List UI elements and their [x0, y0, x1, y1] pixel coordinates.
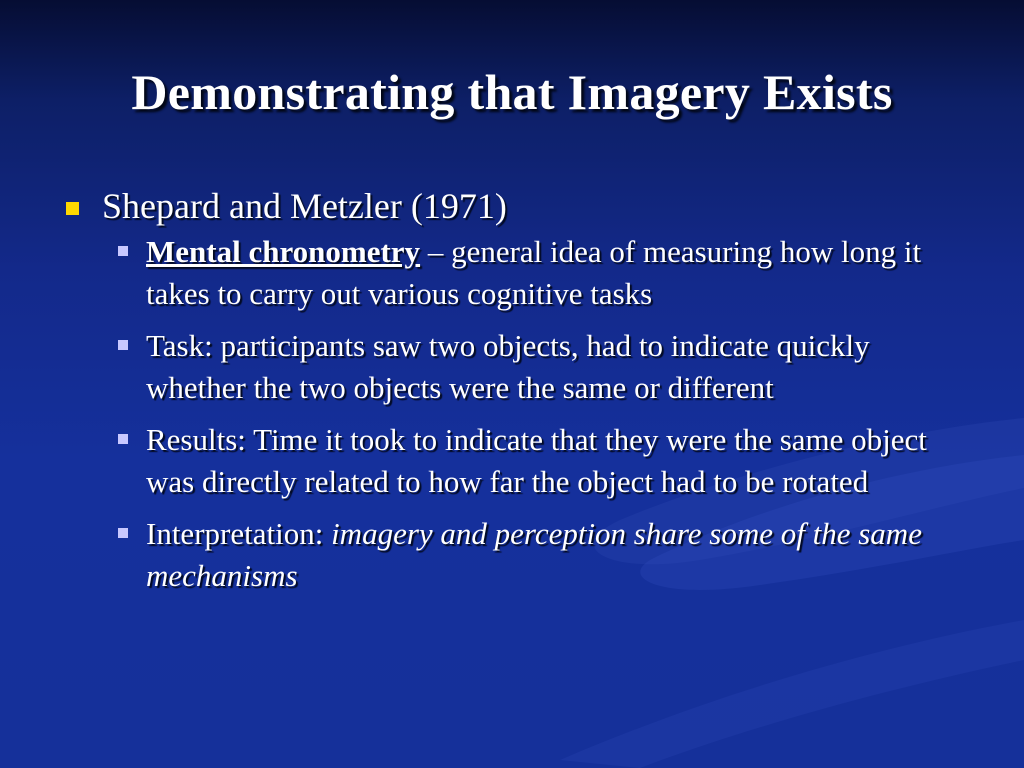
- slide-body: [64, 183, 964, 607]
- sub-bullet-prefix: Interpretation:: [146, 516, 332, 551]
- main-bullet-text: Shepard and Metzler (1971): [102, 186, 507, 226]
- sub-bullet-task: [64, 325, 966, 409]
- sub-bullet-text: Results: Time it took to indicate that they were the same object was directly related to how far the object had to be rotated: [146, 422, 927, 499]
- square-bullet-icon: [118, 246, 128, 256]
- sub-bullet-text: – general idea of measuring how long it takes to carry out various cognitive tasks: [146, 234, 922, 311]
- square-bullet-icon: [118, 528, 128, 538]
- slide-title: Demonstrating that Imagery Exists: [131, 64, 893, 120]
- sub-bullet-mental-chronometry: [64, 231, 966, 315]
- main-bullet-item: [64, 183, 964, 229]
- square-bullet-icon: [118, 340, 128, 350]
- sub-bullet-results: [64, 419, 966, 503]
- sub-bullet-text: Task: participants saw two objects, had to indicate quickly whether the two objects were the same or different: [146, 328, 870, 405]
- square-bullet-icon: [118, 434, 128, 444]
- sub-bullet-italic-text: imagery and perception share some of the same mechanisms: [146, 516, 922, 593]
- term-mental-chronometry: Mental chronometry: [146, 234, 421, 269]
- sub-bullet-interpretation: [64, 513, 966, 597]
- sub-bullet-list: [64, 231, 964, 597]
- square-bullet-icon: [66, 202, 79, 215]
